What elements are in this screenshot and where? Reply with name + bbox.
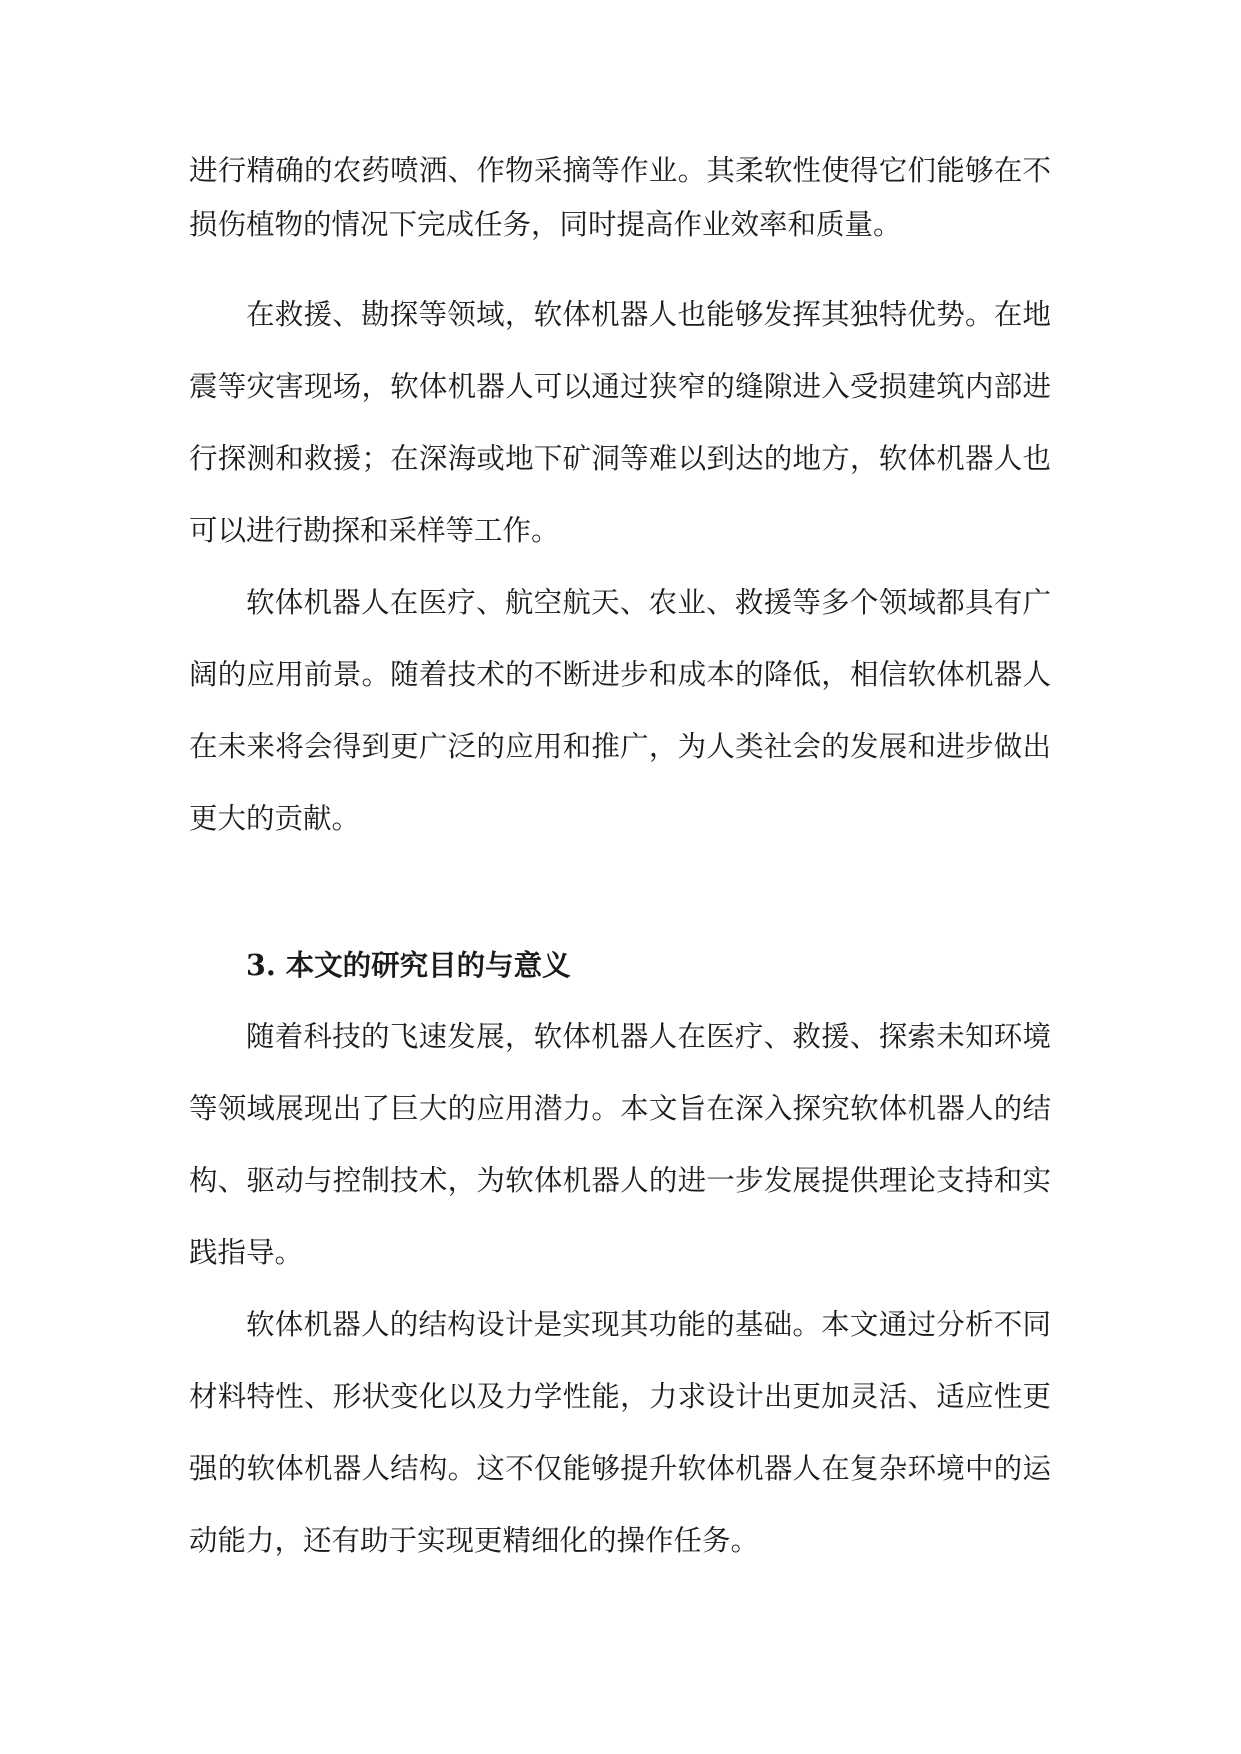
paragraph-5 <box>189 1298 1051 1568</box>
paragraph-line: 软体机器人的结构设计是实现其功能的基础。本文通过分析不同 <box>246 1308 1051 1341</box>
paragraph-1 <box>189 144 1051 252</box>
paragraph-3 <box>189 576 1051 846</box>
paragraph-line: 在未来将会得到更广泛的应用和推广，为人类社会的发展和进步做出 <box>189 730 1051 763</box>
paragraph-line: 动能力，还有助于实现更精细化的操作任务。 <box>189 1524 760 1557</box>
paragraph-line: 构、驱动与控制技术，为软体机器人的进一步发展提供理论支持和实 <box>189 1164 1051 1197</box>
paragraph-line: 行探测和救援；在深海或地下矿洞等难以到达的地方，软体机器人也 <box>189 442 1051 475</box>
paragraph-line: 强的软体机器人结构。这不仅能够提升软体机器人在复杂环境中的运 <box>189 1452 1051 1485</box>
paragraph-line: 震等灾害现场，软体机器人可以通过狭窄的缝隙进入受损建筑内部进 <box>189 370 1051 403</box>
section-heading: 3. 本文的研究目的与意义 <box>246 948 571 982</box>
paragraph-line: 软体机器人在医疗、航空航天、农业、救援等多个领域都具有广 <box>246 586 1051 619</box>
paragraph-4 <box>189 1010 1051 1280</box>
paragraph-line: 随着科技的飞速发展，软体机器人在医疗、救援、探索未知环境 <box>246 1020 1051 1053</box>
paragraph-line: 损伤植物的情况下完成任务，同时提高作业效率和质量。 <box>189 208 902 241</box>
paragraph-line: 阔的应用前景。随着技术的不断进步和成本的降低，相信软体机器人 <box>189 658 1051 691</box>
paragraph-line: 等领域展现出了巨大的应用潜力。本文旨在深入探究软体机器人的结 <box>189 1092 1051 1125</box>
paragraph-line: 在救援、勘探等领域，软体机器人也能够发挥其独特优势。在地 <box>246 298 1051 331</box>
paragraph-line: 进行精确的农药喷洒、作物采摘等作业。其柔软性使得它们能够在不 <box>189 154 1051 187</box>
paragraph-line: 践指导。 <box>189 1236 304 1269</box>
paragraph-line: 更大的贡献。 <box>189 802 361 835</box>
paragraph-line: 可以进行勘探和采样等工作。 <box>189 514 560 547</box>
paragraph-line: 材料特性、形状变化以及力学性能，力求设计出更加灵活、适应性更 <box>189 1380 1051 1413</box>
paragraph-2 <box>189 288 1051 558</box>
